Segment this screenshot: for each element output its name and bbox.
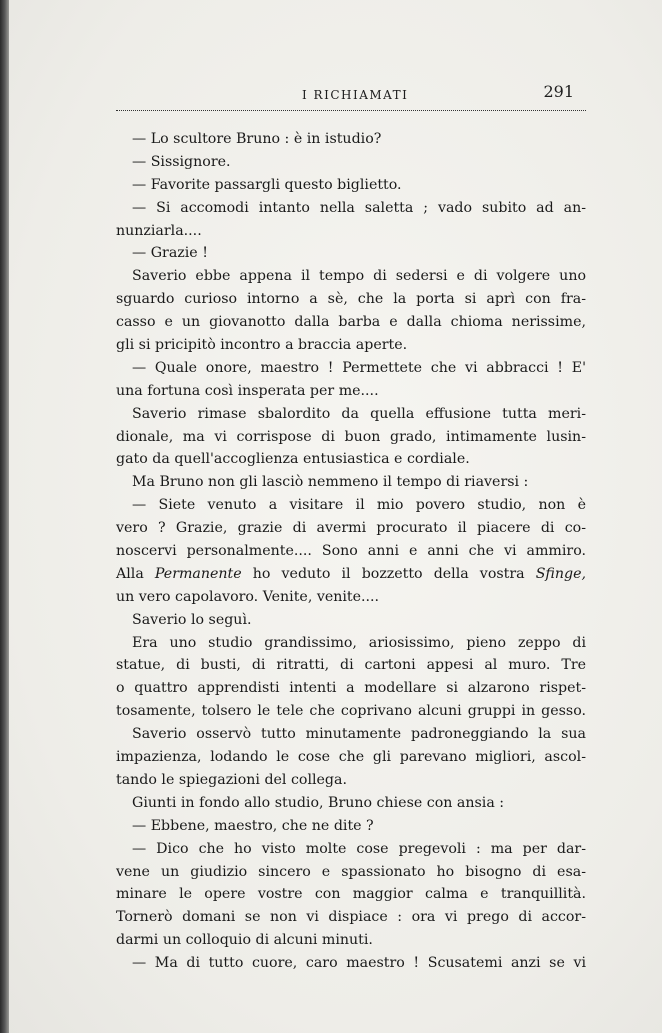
text-line: casso e un giovanotto dalla barba e dalla chioma nerissime, <box>116 314 586 331</box>
text-line: una fortuna così insperata per me.... <box>116 382 379 399</box>
text-line: — Lo scultore Bruno : è in istudio? <box>132 131 382 147</box>
text-line: Giunti in fondo allo studio, Bruno chiese con ansia : <box>132 794 505 811</box>
text-line: Tornerò domani se non vi dispiace : ora vi prego di accor- <box>116 909 586 926</box>
text-line: Saverio ebbe appena il tempo di sedersi e di volgere uno <box>132 268 586 285</box>
text-line <box>116 563 586 586</box>
text-line: impazienza, lodando le cose che gli parevano migliori, ascol- <box>116 749 586 766</box>
text-line: — Si accomodi intanto nella saletta ; vado subito ad an- <box>132 199 586 216</box>
text-fragment: Alla <box>116 565 155 582</box>
text-line: noscervi personalmente.... Sono anni e anni che vi ammiro. <box>116 543 586 560</box>
text-line: — Dico che ho visto molte cose pregevoli : ma per dar- <box>132 840 586 857</box>
text-line: — Favorite passargli questo biglietto. <box>132 176 402 193</box>
text-line: — Quale onore, maestro ! Permettete che vi abbracci ! E' <box>132 359 586 376</box>
text-line: gli si pricipitò incontro a braccia aperte. <box>116 337 408 354</box>
text-line: Saverio osservò tutto minutamente padroneggiando la sua <box>132 726 586 743</box>
text-line: — Ebbene, maestro, che ne dite ? <box>132 817 374 834</box>
text-line: un vero capolavoro. Venite, venite.... <box>116 588 380 605</box>
page-number: 291 <box>543 82 574 101</box>
italic-title: Permanente <box>154 565 242 582</box>
page-header <box>116 82 586 106</box>
text-line: minare le opere vostre con maggior calma e tranquillità. <box>116 886 586 903</box>
text-line: o quattro apprendisti intenti a modellare si alzarono rispet- <box>116 680 586 697</box>
text-line: Saverio lo seguì. <box>132 611 252 628</box>
header-rule <box>116 110 586 111</box>
text-line: vero ? Grazie, grazie di avermi procurato il piacere di co- <box>116 520 586 537</box>
text-line: — Sissignore. <box>132 153 231 170</box>
text-line: Ma Bruno non gli lasciò nemmeno il tempo di riaversi : <box>132 474 529 491</box>
text-line: — Siete venuto a visitare il mio povero studio, non è <box>132 497 586 514</box>
text-line: Era uno studio grandissimo, ariosissimo, pieno zeppo di <box>132 634 586 651</box>
text-line: nunziarla.... <box>116 222 202 239</box>
running-title: I RICHIAMATI <box>302 88 409 102</box>
body-text <box>116 128 586 975</box>
book-spine-shadow <box>0 0 9 1033</box>
text-line: — Grazie ! <box>132 245 208 262</box>
text-line: tosamente, tolsero le tele che coprivano alcuni gruppi in gesso. <box>116 703 586 720</box>
text-line: darmi un colloquio di alcuni minuti. <box>116 932 373 949</box>
text-line: vene un giudizio sincero e spassionato ho bisogno di esa- <box>116 863 586 880</box>
text-line: — Ma di tutto cuore, caro maestro ! Scusatemi anzi se vi <box>132 955 586 972</box>
text-line: sguardo curioso intorno a sè, che la porta si aprì con fra- <box>116 291 586 308</box>
text-fragment: ho veduto il bozzetto della vostra <box>241 565 536 582</box>
italic-title: Sfinge, <box>535 565 586 582</box>
text-line: dionale, ma vi corrispose di buon grado, intimamente lusin- <box>116 428 586 445</box>
text-line: gato da quell'accoglienza entusiastica e cordiale. <box>116 451 470 468</box>
text-line: tando le spiegazioni del collega. <box>116 771 347 788</box>
text-line: statue, di busti, di ritratti, di cartoni appesi al muro. Tre <box>116 657 586 674</box>
text-line: Saverio rimase sbalordito da quella effusione tutta meri- <box>132 405 586 422</box>
